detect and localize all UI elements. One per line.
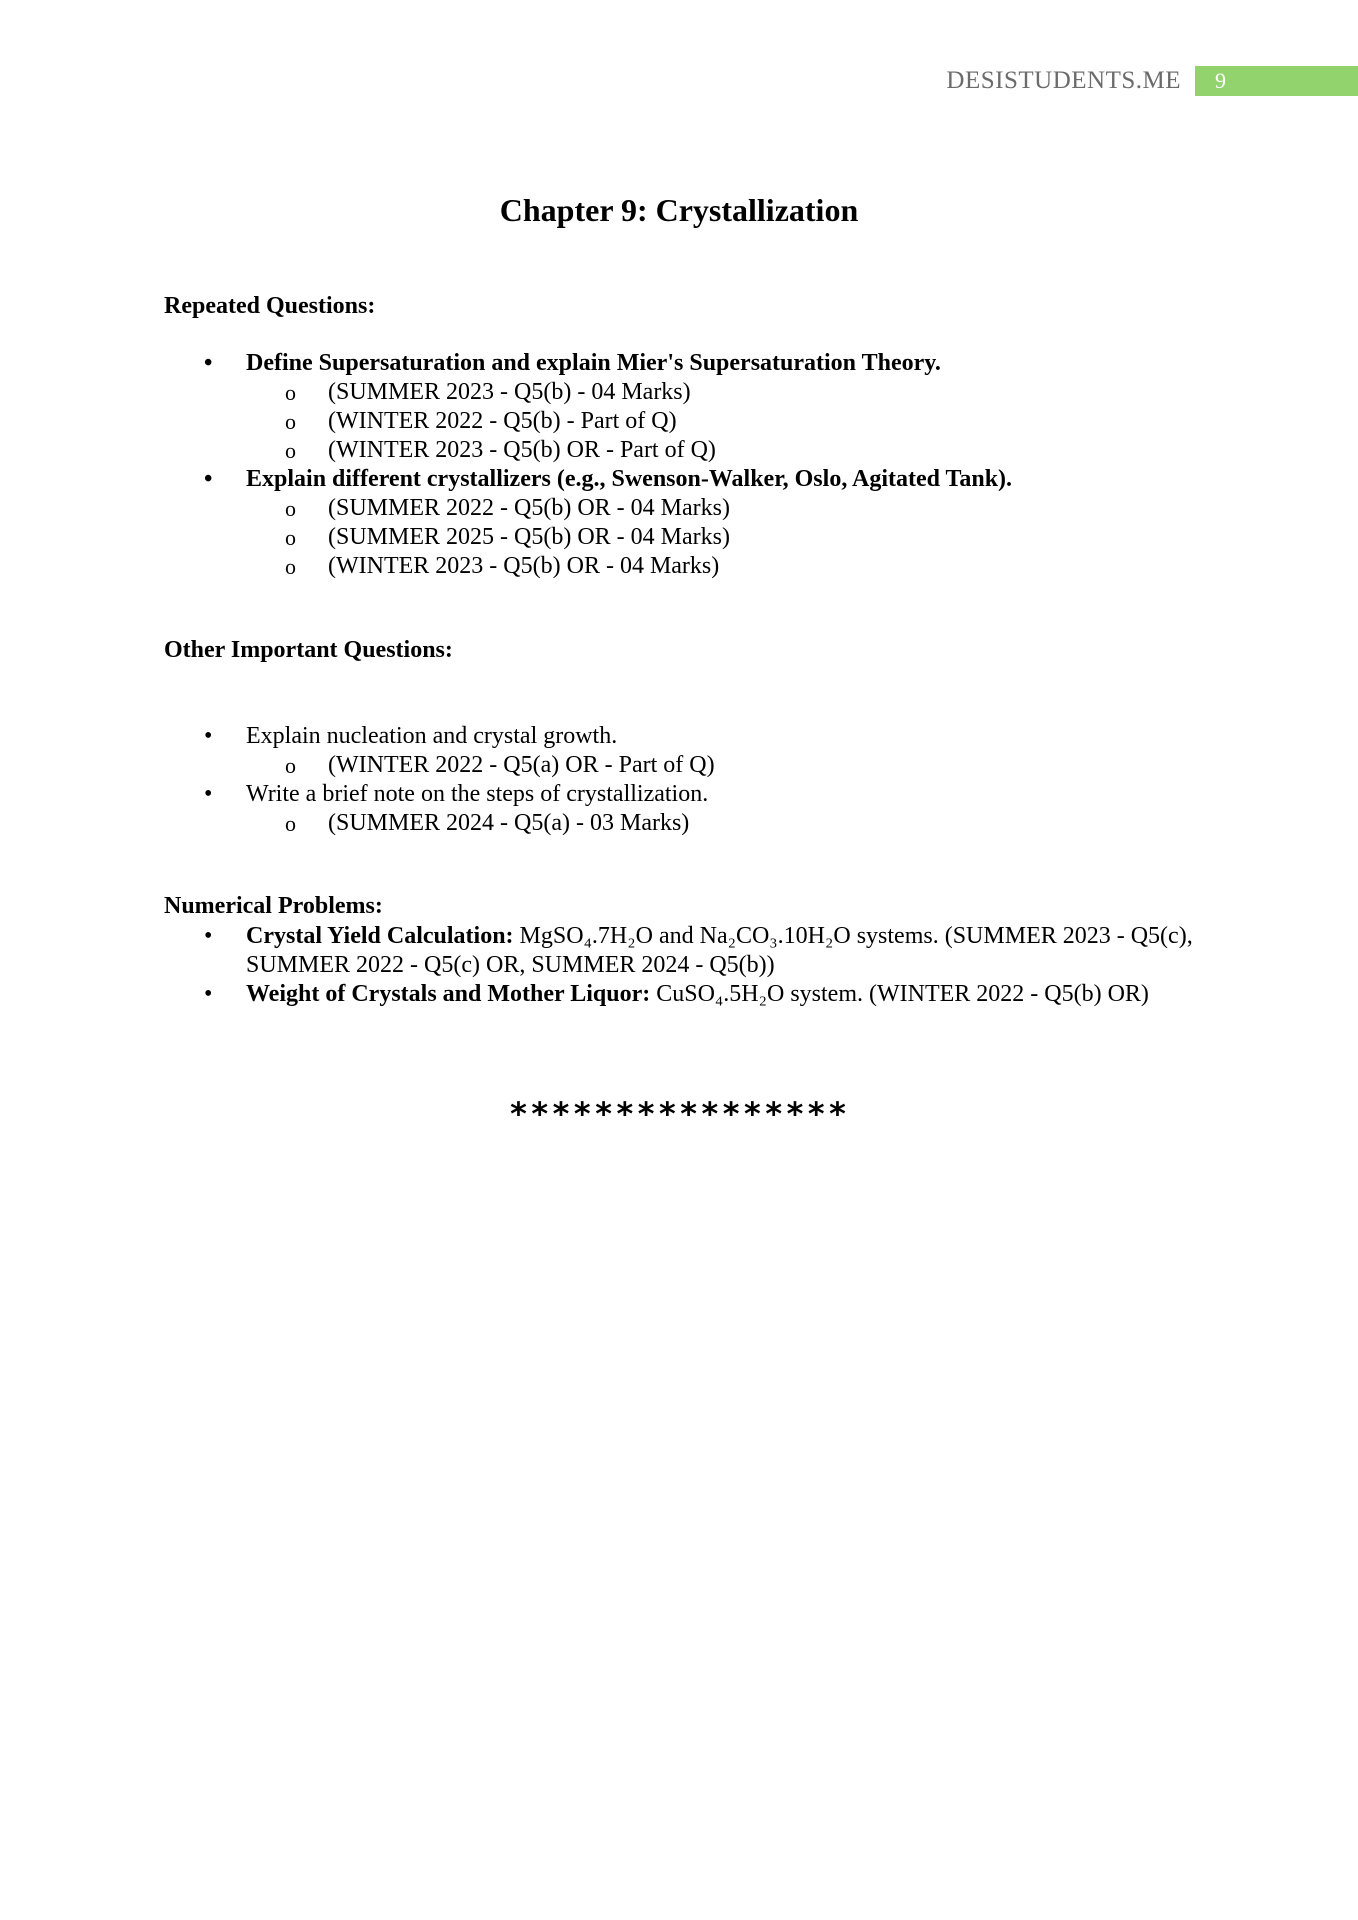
page-number-badge: 9	[1195, 66, 1358, 96]
circle-bullet-icon: o	[285, 554, 296, 579]
repeated-questions-list	[164, 349, 1224, 581]
circle-bullet-icon: o	[285, 380, 296, 405]
circle-bullet-icon: o	[285, 753, 296, 778]
circle-bullet-icon: o	[285, 525, 296, 550]
list-item	[164, 980, 1224, 1009]
question-text: Explain nucleation and crystal growth.	[246, 723, 618, 749]
bullet-icon: •	[204, 923, 213, 949]
circle-bullet-icon: o	[285, 496, 296, 521]
sub-item	[164, 436, 1224, 465]
bullet-icon: •	[204, 781, 213, 807]
site-brand: DESISTUDENTS.ME	[946, 67, 1181, 94]
problem-text: MgSO₄.7H₂O and Na₂CO₃.10H₂O systems. (SUMMER 2023 - Q5(c), SUMMER 2022 - Q5(c) OR, SUMMER 2024 - Q5(b))	[246, 923, 1193, 978]
sub-item	[164, 494, 1224, 523]
exam-reference: (SUMMER 2022 - Q5(b) OR - 04 Marks)	[328, 495, 730, 521]
numerical-problems-list	[164, 922, 1224, 1009]
sub-item	[164, 378, 1224, 407]
exam-reference: (WINTER 2022 - Q5(a) OR - Part of Q)	[328, 752, 715, 778]
sub-item	[164, 552, 1224, 581]
other-questions-heading: Other Important Questions:	[164, 637, 453, 663]
sub-item	[164, 407, 1224, 436]
sub-item	[164, 523, 1224, 552]
other-questions-list	[164, 722, 1224, 838]
exam-reference: (WINTER 2022 - Q5(b) - Part of Q)	[328, 408, 677, 434]
sub-item	[164, 809, 1224, 838]
circle-bullet-icon: o	[285, 409, 296, 434]
bullet-icon: •	[204, 981, 213, 1007]
exam-reference: (WINTER 2023 - Q5(b) OR - 04 Marks)	[328, 553, 720, 579]
problem-text: CuSO₄.5H₂O system. (WINTER 2022 - Q5(b) OR)	[656, 981, 1149, 1007]
list-item	[164, 465, 1224, 494]
page-header	[946, 66, 1358, 96]
list-item	[164, 349, 1224, 378]
problem-label: Crystal Yield Calculation:	[246, 923, 514, 949]
question-text: Define Supersaturation and explain Mier's Supersaturation Theory.	[246, 350, 941, 376]
list-item	[164, 922, 1224, 980]
end-separator: ****************	[508, 1095, 850, 1133]
list-item	[164, 780, 1224, 809]
exam-reference: (SUMMER 2023 - Q5(b) - 04 Marks)	[328, 379, 691, 405]
chapter-title: Chapter 9: Crystallization	[499, 192, 859, 228]
problem-label: Weight of Crystals and Mother Liquor:	[246, 981, 651, 1007]
bullet-icon: •	[204, 466, 213, 492]
sub-item	[164, 751, 1224, 780]
list-item	[164, 722, 1224, 751]
repeated-questions-heading: Repeated Questions:	[164, 293, 376, 319]
bullet-icon: •	[204, 350, 213, 376]
exam-reference: (SUMMER 2024 - Q5(a) - 03 Marks)	[328, 810, 690, 836]
question-text: Explain different crystallizers (e.g., Swenson-Walker, Oslo, Agitated Tank).	[246, 466, 1013, 492]
exam-reference: (WINTER 2023 - Q5(b) OR - Part of Q)	[328, 437, 716, 463]
exam-reference: (SUMMER 2025 - Q5(b) OR - 04 Marks)	[328, 524, 730, 550]
numerical-problems-heading: Numerical Problems:	[164, 893, 383, 919]
bullet-icon: •	[204, 723, 213, 749]
circle-bullet-icon: o	[285, 438, 296, 463]
circle-bullet-icon: o	[285, 811, 296, 836]
question-text: Write a brief note on the steps of crystallization.	[246, 781, 709, 807]
